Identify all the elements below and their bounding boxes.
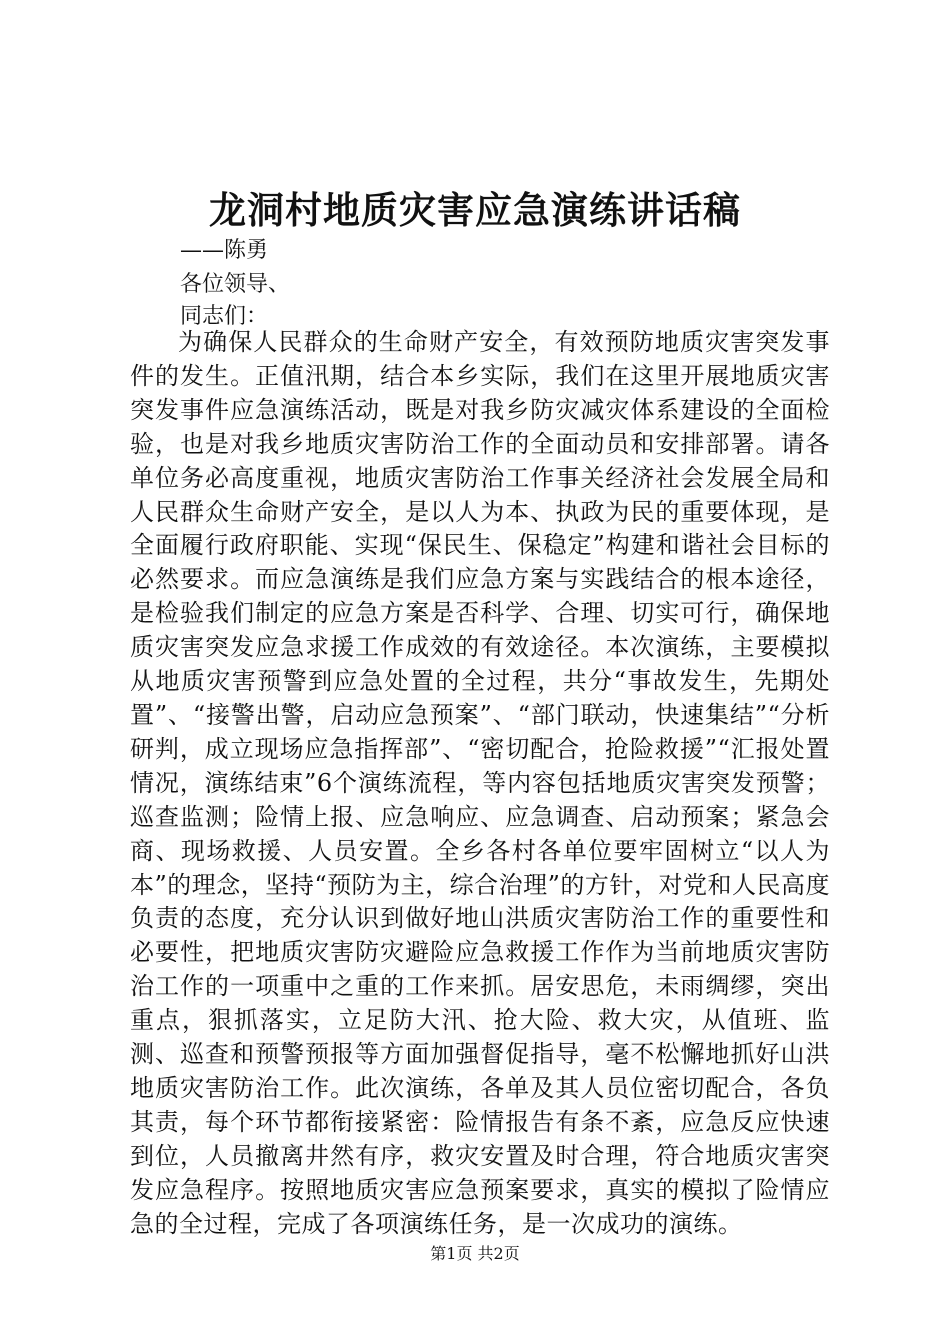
- page-number-footer: 第1页 共2页: [430, 1244, 520, 1263]
- salutation-comrades: 同志们：: [180, 304, 269, 329]
- speech-body-paragraph: 为确保人民群众的生命财产安全，有效预防地质灾害突发事件的发生。正值汛期，结合本乡实际，我们在这里开展地质灾害突发事件应急演练活动，既是对我乡防灾减灾体系建设的全面检验，也是对我乡地质灾害防治工作的全面动员和安排部署。请各单位务必高度重视，地质灾害防治工作事关经济社会发展全局和人民群众生命财产安全，是以人为本、执政为民的重要体现，是全面履行政府职能、实现“保民生、保稳定”构建和谐社会目标的必然要求。而应急演练是我们应急方案与实践结合的根本途径，是检验我们制定的应急方案是否科学、合理、切实可行，确保地质灾害突发应急求援工作成效的有效途径。本次演练，主要模拟从地质灾害预警到应急处置的全过程，共分“事故发生，先期处置”、“接警出警，启动应急预案”、“部门联动，快速集结”“分析研判，成立现场应急指挥部”、“密切配合，抢险救援”“汇报处置情况，演练结束”6个演练流程，等内容包括地质灾害突发预警；巡查监测；险情上报、应急响应、应急调查、启动预案；紧急会商、现场救援、人员安置。全乡各村各单位要牢固树立“以人为本”的理念，坚持“预防为主，综合治理”的方针，对党和人民高度负责的态度，充分认识到做好地山洪质灾害防治工作的重要性和必要性，把地质灾害防灾避险应急救援工作作为当前地质灾害防治工作的一项重中之重的工作来抓。居安思危，未雨绸缪，突出重点，狠抓落实，立足防大汛、抢大险、救大灾，从值班、监测、巡查和预警预报等方面加强督促指导，毫不松懈地抓好山洪地质灾害防治工作。此次演练，各单及其人员位密切配合，各负其责，每个环节都衔接紧密：险情报告有条不紊，应急反应快速到位，人员撤离井然有序，救灾安置及时合理，符合地质灾害突发应急程序。按照地质灾害应急预案要求，真实的模拟了险情应急的全过程，完成了各项演练任务，是一次成功的演练。: [130, 328, 830, 1238]
- salutation-leaders: 各位领导、: [180, 272, 291, 297]
- author-line: ——陈勇: [180, 238, 269, 263]
- document-title: 龙洞村地质灾害应急演练讲话稿: [209, 188, 741, 232]
